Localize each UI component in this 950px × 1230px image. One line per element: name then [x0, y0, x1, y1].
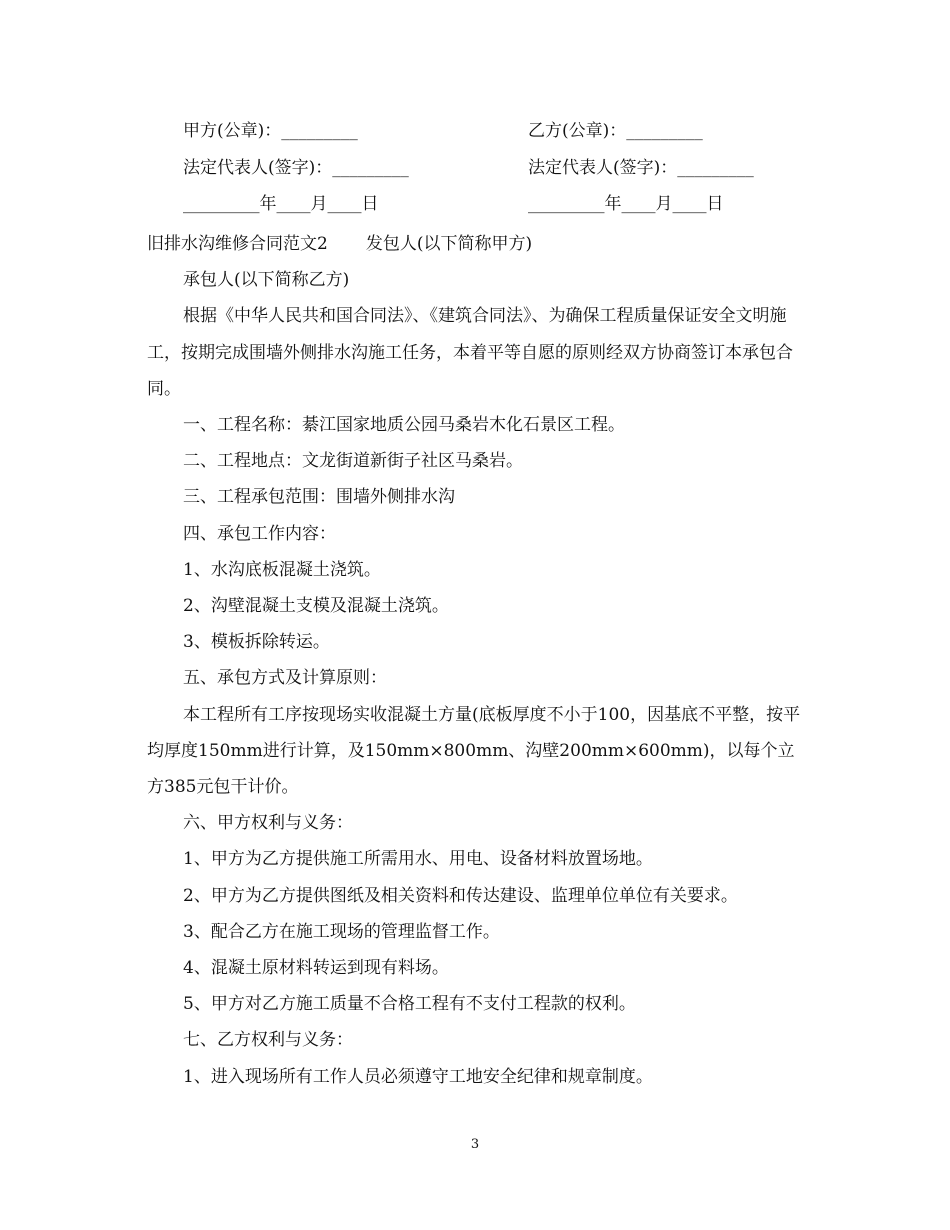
- paragraph: 一、工程名称：綦江国家地质公园马桑岩木化石景区工程。: [183, 415, 625, 436]
- paragraph: 承包人(以下简称乙方): [183, 270, 350, 291]
- page-number: 3: [470, 1137, 480, 1152]
- paragraph: 三、工程承包范围：围墙外侧排水沟: [183, 487, 455, 508]
- paragraph: 3、模板拆除转运。: [183, 632, 330, 653]
- party-b-seal: 乙方(公章)：_________: [528, 121, 703, 141]
- paragraph: 二、工程地点：文龙街道新街子社区马桑岩。: [183, 451, 523, 472]
- paragraph: 4、混凝土原材料转运到现有料场。: [183, 958, 449, 979]
- party-b-date: _________年____月____日: [528, 194, 724, 214]
- paragraph: 七、乙方权利与义务：: [183, 1030, 353, 1051]
- date-row: [0, 189, 950, 219]
- paragraph: 四、承包工作内容：: [183, 523, 336, 544]
- paragraph: 五、承包方式及计算原则：: [183, 668, 387, 689]
- employer-line: 发包人(以下简称甲方): [365, 234, 533, 254]
- paragraph: 根据《中华人民共和国合同法》、《建筑合同法》、为确保工程质量保证安全文明施工，按期完成围墙外侧排水沟施工任务，本着平等自愿的原则经双方协商签订本承包合同。: [147, 306, 793, 399]
- seal-row: [0, 116, 950, 146]
- party-a-seal: 甲方(公章)：_________: [183, 121, 358, 141]
- contract-body: [147, 226, 807, 1095]
- paragraph: 本工程所有工序按现场实收混凝土方量(底板厚度不小于100，因基底不平整，按平均厚度150mm进行计算，及150mm×800mm、沟壁200mm×600mm)，以每个立方385元包干计价。: [147, 704, 801, 798]
- paragraph: 5、甲方对乙方施工质量不合格工程有不支付工程款的权利。: [183, 994, 636, 1015]
- paragraph: 2、甲方为乙方提供图纸及相关资料和传达建设、监理单位单位有关要求。: [183, 885, 738, 906]
- paragraph: 1、进入现场所有工作人员必须遵守工地安全纪律和规章制度。: [183, 1066, 653, 1087]
- party-a-representative: 法定代表人(签字)：_________: [183, 158, 409, 178]
- paragraph: 六、甲方权利与义务：: [183, 813, 353, 834]
- representative-row: [0, 153, 950, 183]
- paragraph: 2、沟壁混凝土支模及混凝土浇筑。: [183, 596, 449, 617]
- paragraph: 1、甲方为乙方提供施工所需用水、用电、设备材料放置场地。: [183, 849, 653, 870]
- party-b-representative: 法定代表人(签字)：_________: [528, 158, 754, 178]
- paragraph: 3、配合乙方在施工现场的管理监督工作。: [183, 921, 500, 942]
- section-heading: [147, 226, 807, 262]
- party-a-date: _________年____月____日: [183, 194, 379, 214]
- paragraph: 1、水沟底板混凝土浇筑。: [183, 559, 381, 580]
- document-title: 旧排水沟维修合同范文2: [147, 234, 328, 254]
